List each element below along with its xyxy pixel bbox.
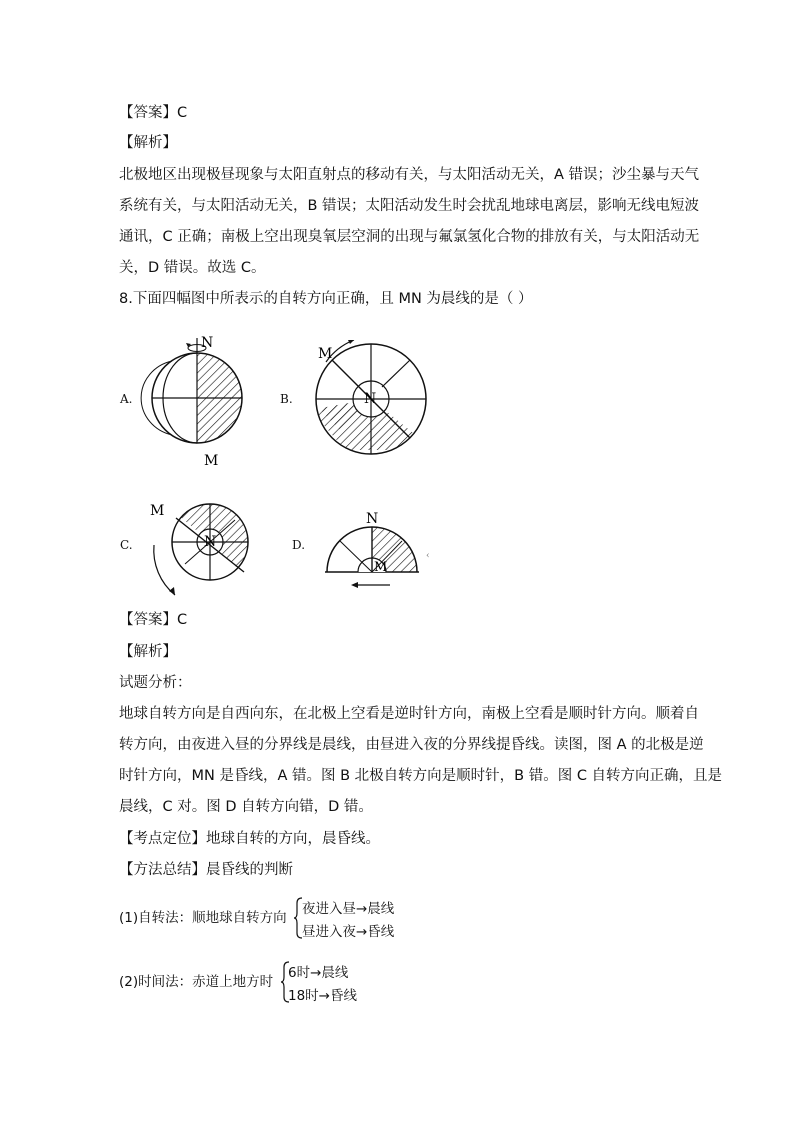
m-label-b: M xyxy=(318,346,333,362)
q8-analysis-line: 晨线，C 对。图 D 自转方向错，D 错。 xyxy=(119,799,373,815)
figure-d xyxy=(320,508,440,593)
q8-analysis-line: 转方向，由夜进入昼的分界线是晨线，由昼进入夜的分界线提昏线。读图，图 A 的北极是逆 xyxy=(119,737,704,753)
q7-analysis-line: 关，D 错误。故选 C。 xyxy=(119,260,266,276)
q7-analysis-line: 通讯，C 正确；南极上空出现臭氧层空洞的出现与氟氯氢化合物的排放有关，与太阳活动无 xyxy=(119,229,700,245)
method1-lead: (1)自转法：顺地球自转方向 xyxy=(119,910,287,926)
option-a-label: A. xyxy=(120,392,133,406)
option-c-label: C. xyxy=(120,538,133,552)
q8-sub-title: 试题分析： xyxy=(119,675,192,691)
q8-analysis-line: 时针方向，MN 是昏线，A 错。图 B 北极自转方向是顺时针，B 错。图 C 自转方向正确，且是 xyxy=(119,768,723,784)
method1-top: 夜进入昼→晨线 xyxy=(302,901,395,917)
q7-analysis-line: 北极地区出现极昼现象与太阳直射点的移动有关，与太阳活动无关，A 错误；沙尘暴与天气 xyxy=(119,167,700,183)
n-label-d: N xyxy=(366,511,379,527)
q8-method-title: 【方法总结】晨昏线的判断 xyxy=(119,862,293,878)
q7-analysis-title: 【解析】 xyxy=(119,135,177,151)
rotation-arrow-c xyxy=(154,545,175,595)
figure-a xyxy=(140,328,260,473)
m-label-a: M xyxy=(204,453,219,469)
option-d-label: D. xyxy=(292,538,306,552)
q8-kaodian: 【考点定位】地球自转的方向，晨昏线。 xyxy=(119,831,380,847)
n-label-b: N xyxy=(364,391,377,407)
m-label-d: M xyxy=(374,560,388,575)
n-label-a: N xyxy=(201,335,214,351)
q8-stem: 8.下面四幅图中所表示的自转方向正确，且 MN 为晨线的是（ ） xyxy=(119,291,533,307)
option-b-label: B. xyxy=(280,392,293,406)
q8-analysis-title: 【解析】 xyxy=(119,644,177,660)
figure-b xyxy=(300,340,445,465)
n-label-c: N xyxy=(204,534,217,550)
m-label-c: M xyxy=(150,503,165,519)
svg-text:‹: ‹ xyxy=(426,551,430,561)
q7-answer: 【答案】C xyxy=(119,105,188,121)
method1-bottom: 昼进入夜→昏线 xyxy=(302,924,395,940)
method2-lead: (2)时间法：赤道上地方时 xyxy=(119,974,274,990)
q8-answer: 【答案】C xyxy=(119,612,188,628)
method2-top: 6时→晨线 xyxy=(288,965,349,981)
method2-bottom: 18时→昏线 xyxy=(288,988,357,1004)
figure-c xyxy=(140,500,265,610)
q8-analysis-line: 地球自转方向是自西向东，在北极上空看是逆时针方向，南极上空看是顺时针方向。顺着自 xyxy=(119,706,699,722)
q7-analysis-line: 系统有关，与太阳活动无关，B 错误；太阳活动发生时会扰乱地球电离层，影响无线电短波 xyxy=(119,198,700,214)
